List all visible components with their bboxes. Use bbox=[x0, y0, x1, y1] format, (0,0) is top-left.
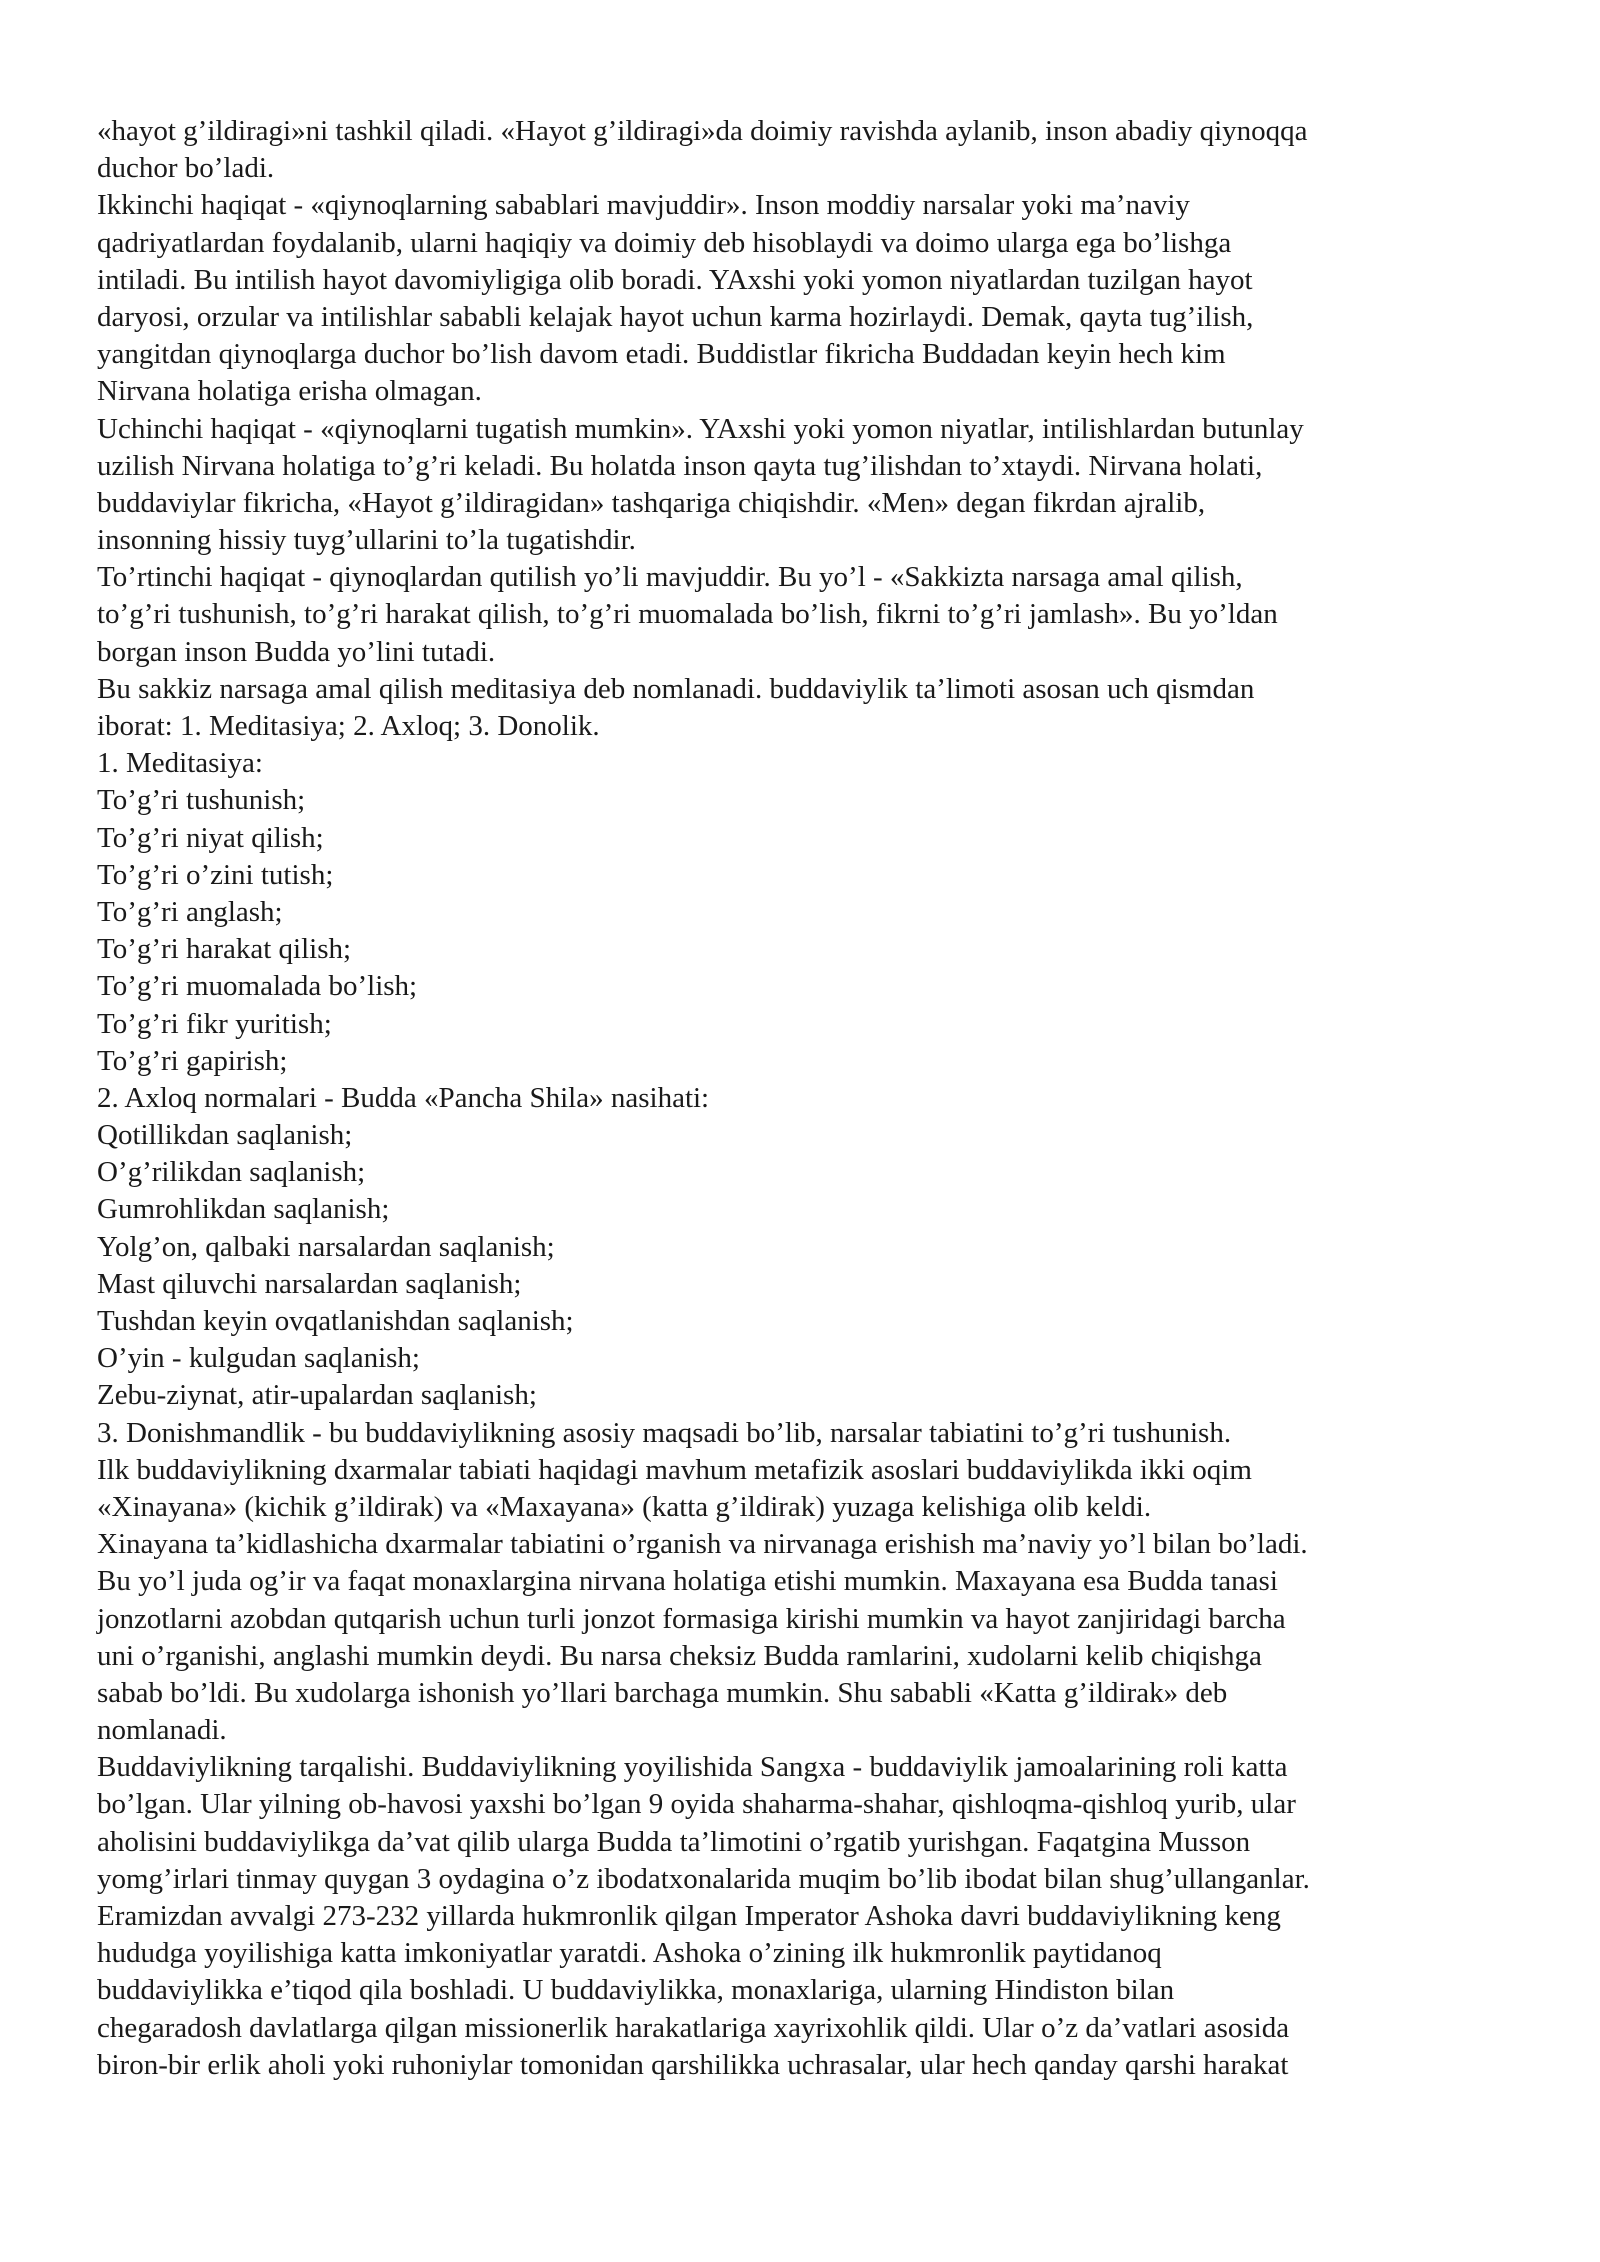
text-line: Qotillikdan saqlanish; bbox=[97, 1119, 353, 1152]
text-line: To’g’ri gapirish; bbox=[97, 1044, 288, 1077]
text-line: insonning hissiy tuyg’ullarini to’la tugatishdir. bbox=[97, 524, 636, 557]
text-line: «hayot g’ildiragi»ni tashkil qiladi. «Hayot g’ildiragi»da doimiy ravishda aylanib, inson abadiy qiynoqqa bbox=[97, 115, 1308, 147]
text-line: duchor bo’ladi. bbox=[97, 152, 275, 185]
text-line: uzilish Nirvana holatiga to’g’ri keladi. Bu holatda inson qayta tug’ilishdan to’xtaydi. Nirvana holati, bbox=[97, 449, 1263, 482]
text-line: Uchinchi haqiqat - «qiynoqlarni tugatish mumkin». YAxshi yoki yomon niyatlar, intilishlardan butunlay bbox=[97, 412, 1304, 445]
text-line: Ikkinchi haqiqat - «qiynoqlarning sabablari mavjuddir». Inson moddiy narsalar yoki ma’naviy bbox=[97, 189, 1190, 222]
text-line: To’g’ri anglash; bbox=[97, 895, 283, 928]
text-line: daryosi, orzular va intilishlar sababli kelajak hayot uchun karma hozirlaydi. Demak, qayta tug’ilish, bbox=[97, 300, 1254, 333]
text-line: uni o’rganishi, anglashi mumkin deydi. Bu narsa cheksiz Budda ramlarini, xudolarni kelib chiqishga bbox=[97, 1639, 1262, 1672]
text-line: hududga yoyilishiga katta imkoniyatlar yaratdi. Ashoka o’zining ilk hukmronlik paytidanoq bbox=[97, 1937, 1162, 1970]
text-line: Nirvana holatiga erisha olmagan. bbox=[97, 375, 482, 408]
text-line: chegaradosh davlatlarga qilgan missionerlik harakatlariga xayrixohlik qildi. Ular o’z da’vatlari asosida bbox=[97, 2011, 1290, 2044]
text-line: 1. Meditasiya: bbox=[97, 747, 263, 780]
text-line: To’g’ri muomalada bo’lish; bbox=[97, 970, 418, 1003]
text-line: yomg’irlari tinmay quygan 3 oydagina o’z ibodatxonalarida muqim bo’lib ibodat bilan shug’ullanganlar. bbox=[97, 1862, 1310, 1895]
text-line: biron-bir erlik aholi yoki ruhoniylar tomonidan qarshilikka uchrasalar, ular hech qanday qarshi harakat bbox=[97, 2048, 1289, 2081]
document-page bbox=[97, 113, 1517, 2084]
text-line: «Xinayana» (kichik g’ildirak) va «Maxayana» (katta g’ildirak) yuzaga kelishiga olib keldi. bbox=[97, 1490, 1152, 1523]
text-line: Yolg’on, qalbaki narsalardan saqlanish; bbox=[97, 1230, 555, 1263]
text-line: yangitdan qiynoqlarga duchor bo’lish davom etadi. Buddistlar fikricha Buddadan keyin hech kim bbox=[97, 338, 1226, 371]
text-line: bo’lgan. Ular yilning ob-havosi yaxshi bo’lgan 9 oyida shaharma-shahar, qishloqma-qishloq yurib, ular bbox=[97, 1788, 1296, 1821]
text-line: 2. Axloq normalari - Budda «Pancha Shila» nasihati: bbox=[97, 1081, 710, 1114]
text-line: Bu sakkiz narsaga amal qilish meditasiya deb nomlanadi. buddaviylik ta’limoti asosan uch qismdan bbox=[97, 672, 1255, 705]
text-line: To’g’ri o’zini tutish; bbox=[97, 858, 334, 891]
text-line: O’g’rilikdan saqlanish; bbox=[97, 1156, 366, 1189]
text-line: intiladi. Bu intilish hayot davomiyligiga olib boradi. YAxshi yoki yomon niyatlardan tuzilgan hayot bbox=[97, 263, 1253, 296]
text-line: nomlanadi. bbox=[97, 1714, 227, 1747]
text-line: qadriyatlardan foydalanib, ularni haqiqiy va doimiy deb hisoblaydi va doimo ularga ega bo’lishga bbox=[97, 226, 1232, 259]
text-line: To’rtinchi haqiqat - qiynoqlardan qutilish yo’li mavjuddir. Bu yo’l - «Sakkizta narsaga amal qilish, bbox=[97, 561, 1243, 594]
text-line: Mast qiluvchi narsalardan saqlanish; bbox=[97, 1267, 522, 1300]
text-line: Gumrohlikdan saqlanish; bbox=[97, 1193, 390, 1226]
text-line: O’yin - kulgudan saqlanish; bbox=[97, 1342, 420, 1375]
text-line: jonzotlarni azobdan qutqarish uchun turli jonzot formasiga kirishi mumkin va hayot zanjiridagi barcha bbox=[97, 1602, 1286, 1635]
text-line: To’g’ri tushunish; bbox=[97, 784, 306, 817]
text-line: Xinayana ta’kidlashicha dxarmalar tabiatini o’rganish va nirvanaga erishish ma’naviy yo’l bilan bo’ladi. bbox=[97, 1528, 1308, 1561]
text-line: Zebu-ziynat, atir-upalardan saqlanish; bbox=[97, 1379, 537, 1412]
text-line: to’g’ri tushunish, to’g’ri harakat qilish, to’g’ri muomalada bo’lish, fikrni to’g’ri jamlash». Bu yo’ldan bbox=[97, 598, 1278, 631]
text-line: sabab bo’ldi. Bu xudolarga ishonish yo’llari barchaga mumkin. Shu sababli «Katta g’ildirak» deb bbox=[97, 1676, 1228, 1709]
text-line: iborat: 1. Meditasiya; 2. Axloq; 3. Donolik. bbox=[97, 710, 600, 742]
text-line: Buddaviylikning tarqalishi. Buddaviylikning yoyilishida Sangxa - buddaviylik jamoalarining roli katta bbox=[97, 1751, 1288, 1784]
text-line: To’g’ri fikr yuritish; bbox=[97, 1007, 332, 1040]
text-line: To’g’ri harakat qilish; bbox=[97, 933, 352, 966]
text-line: Eramizdan avvalgi 273-232 yillarda hukmronlik qilgan Imperator Ashoka davri buddaviylikning keng bbox=[97, 1900, 1281, 1932]
text-line: buddaviylikka e’tiqod qila boshladi. U buddaviylikka, monaxlariga, ularning Hindiston bilan bbox=[97, 1974, 1175, 2007]
text-line: Tushdan keyin ovqatlanishdan saqlanish; bbox=[97, 1305, 574, 1337]
text-line: borgan inson Budda yo’lini tutadi. bbox=[97, 635, 496, 668]
text-line: Bu yo’l juda og’ir va faqat monaxlargina nirvana holatiga etishi mumkin. Maxayana esa Budda tanasi bbox=[97, 1565, 1278, 1598]
text-line: Ilk buddaviylikning dxarmalar tabiati haqidagi mavhum metafizik asoslari buddaviylikda ikki oqim bbox=[97, 1453, 1252, 1486]
text-line: buddaviylar fikricha, «Hayot g’ildiragidan» tashqariga chiqishdir. «Men» degan fikrdan ajralib, bbox=[97, 486, 1206, 519]
text-line: aholisini buddaviylikga da’vat qilib ularga Budda ta’limotini o’rgatib yurishgan. Faqatgina Musson bbox=[97, 1825, 1251, 1858]
text-line: 3. Donishmandlik - bu buddaviylikning asosiy maqsadi bo’lib, narsalar tabiatini to’g’ri tushunish. bbox=[97, 1416, 1232, 1449]
text-line: To’g’ri niyat qilish; bbox=[97, 821, 324, 854]
